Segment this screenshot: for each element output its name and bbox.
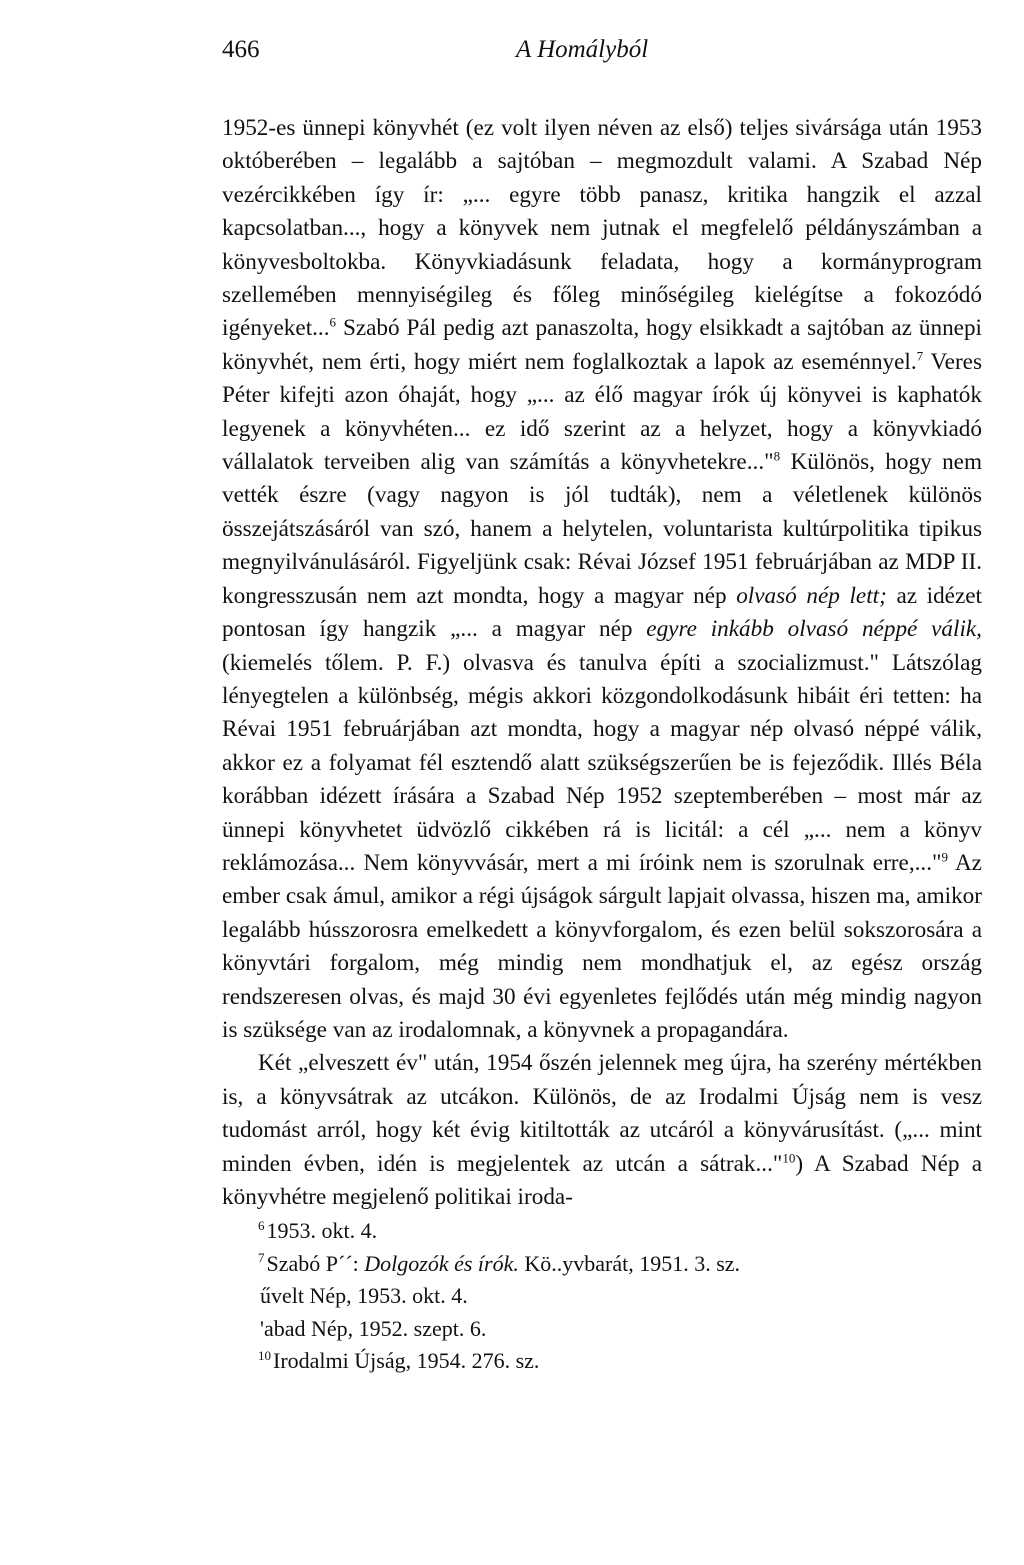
italic-text: Dolgozók és írók. [364,1250,519,1276]
footnote-number: 6 [258,1217,265,1233]
text-segment: (kiemelés tőlem. P. F.) olvasva és tanulva építi a szocializmust." Látszólag lényegtelen a különbség, mégis akkori közgondolkodásunk hibáit éri tetten: ha Révai 1951 februárjában azt mondta, hogy a magyar nép olvasó néppé válik, akkor ez a folyamat fél esztendő alatt szükségszerűen be is fejeződik. Illés Béla korábban idézett írására a Szabad Nép 1952 szeptemberében – most már az ünnepi könyvhetet üdvözlő cikkében rá is licitál: a cél „... nem a könyv reklámozása... Nem könyvvásár, mert a mi íróink nem is szorulnak erre,..." [222,649,982,876]
footnote-reference: 9 [941,849,948,865]
footnote-number: 7 [258,1250,265,1266]
italic-text: egyre inkább olvasó néppé válik, [646,616,982,643]
footnote-reference: 7 [916,348,924,364]
running-title: A Homályból [516,36,649,63]
text-segment: 1952-es ünnepi könyvhét (ez volt ilyen néven az első) teljes sivársága után 1953 októberében – legalább a sajtóban – megmozdult valami. A Szabad Nép vezércikkében így ír: „... egyre több panasz, kritika hangzik el azzal kapcsolatban..., hogy a könyvek nem jutnak el megfelelő példányszámban a könyvesboltokba. Könyvkiadásunk feladata, hogy a kormányprogram szellemében mennyiségileg és főleg minőségileg kielégítse a fokozódó igényeket... [222,115,982,342]
text-segment: az idézet pontosan így hangzik „... a magyar nép [222,582,982,643]
footnotes [258,1215,978,1378]
italic-text: olvasó nép lett; [736,582,887,609]
text-segment: Veres Péter kifejti azon óhaját, hogy „... az élő magyar írók új könyvei is kaphatók legyenek a könyvhéten... ez idő szerint az a helyzet, hogy a könyvkiadó vállalatok terveiben alig van számítás a könyvhetekre..." [222,348,982,476]
footnote [258,1215,978,1248]
footnote-reference: 8 [773,448,781,464]
footnote [258,1248,978,1281]
footnote-reference: 6 [329,314,337,330]
footnote-reference: 10 [782,1149,796,1165]
page-number: 466 [222,36,260,63]
footnote [258,1280,978,1313]
text-segment: Kö..yvbarát, 1951. 3. sz. [518,1250,741,1276]
footnote [258,1345,978,1378]
text-segment: Szabó P´´: [266,1250,365,1276]
text-segment: 'abad Nép, 1952. szept. 6. [260,1315,487,1341]
body-text [222,112,982,1214]
text-segment: Két „elveszett év" után, 1954 őszén jelennek meg újra, ha szerény mértékben is, a könyvsátrak az utcákon. Különös, de az Irodalmi Újság nem is vesz tudomást arról, hogy két évig kitiltották az utcáról a könyvárusítást. („... mint minden évben, idén is megjelentek az utcán a sátrak..." [222,1050,982,1177]
page-header [222,36,982,76]
text-segment: Irodalmi Újság, 1954. 276. sz. [273,1348,540,1373]
text-segment: űvelt Nép, 1953. okt. 4. [260,1283,468,1308]
paragraph [222,1047,982,1214]
paragraph [222,112,982,1047]
text-segment: Különös, hogy nem vették észre (vagy nagyon is jól tudták), nem a véletlenek különös összejátszásáról van szó, hanem a helytelen, voluntarista kultúrpolitika tipikus megnyilvánulásáról. Figyeljünk csak: Révai József 1951 februárjában az MDP II. kongresszusán nem azt mondta, hogy a magyar nép [222,449,983,609]
footnote [258,1313,978,1346]
footnote-number: 10 [258,1347,271,1363]
text-segment: 1953. okt. 4. [266,1218,378,1243]
text-segment: Szabó Pál pedig azt panaszolta, hogy elsikkadt a sajtóban az ünnepi könyvhét, nem érti, hogy miért nem foglalkoztak a lapok az eseménnyel. [222,315,982,375]
text-segment: Az ember csak ámul, amikor a régi újságok sárgult lapjait olvassa, hiszen ma, amikor legalább hússzorosra emelkedett a könyvforgalom, és ezen belül sokszorosára a könyvtári forgalom, még mindig nem mondhatjuk el, az egész ország rendszeresen olvas, és majd 30 évi egyenletes fejlődés után még mindig nagyon is szüksége van az irodalomnak, a könyvnek a propagandára. [222,849,982,1043]
text-segment: ) A Szabad Nép a könyvhétre megjelenő politikai iroda- [222,1150,982,1210]
